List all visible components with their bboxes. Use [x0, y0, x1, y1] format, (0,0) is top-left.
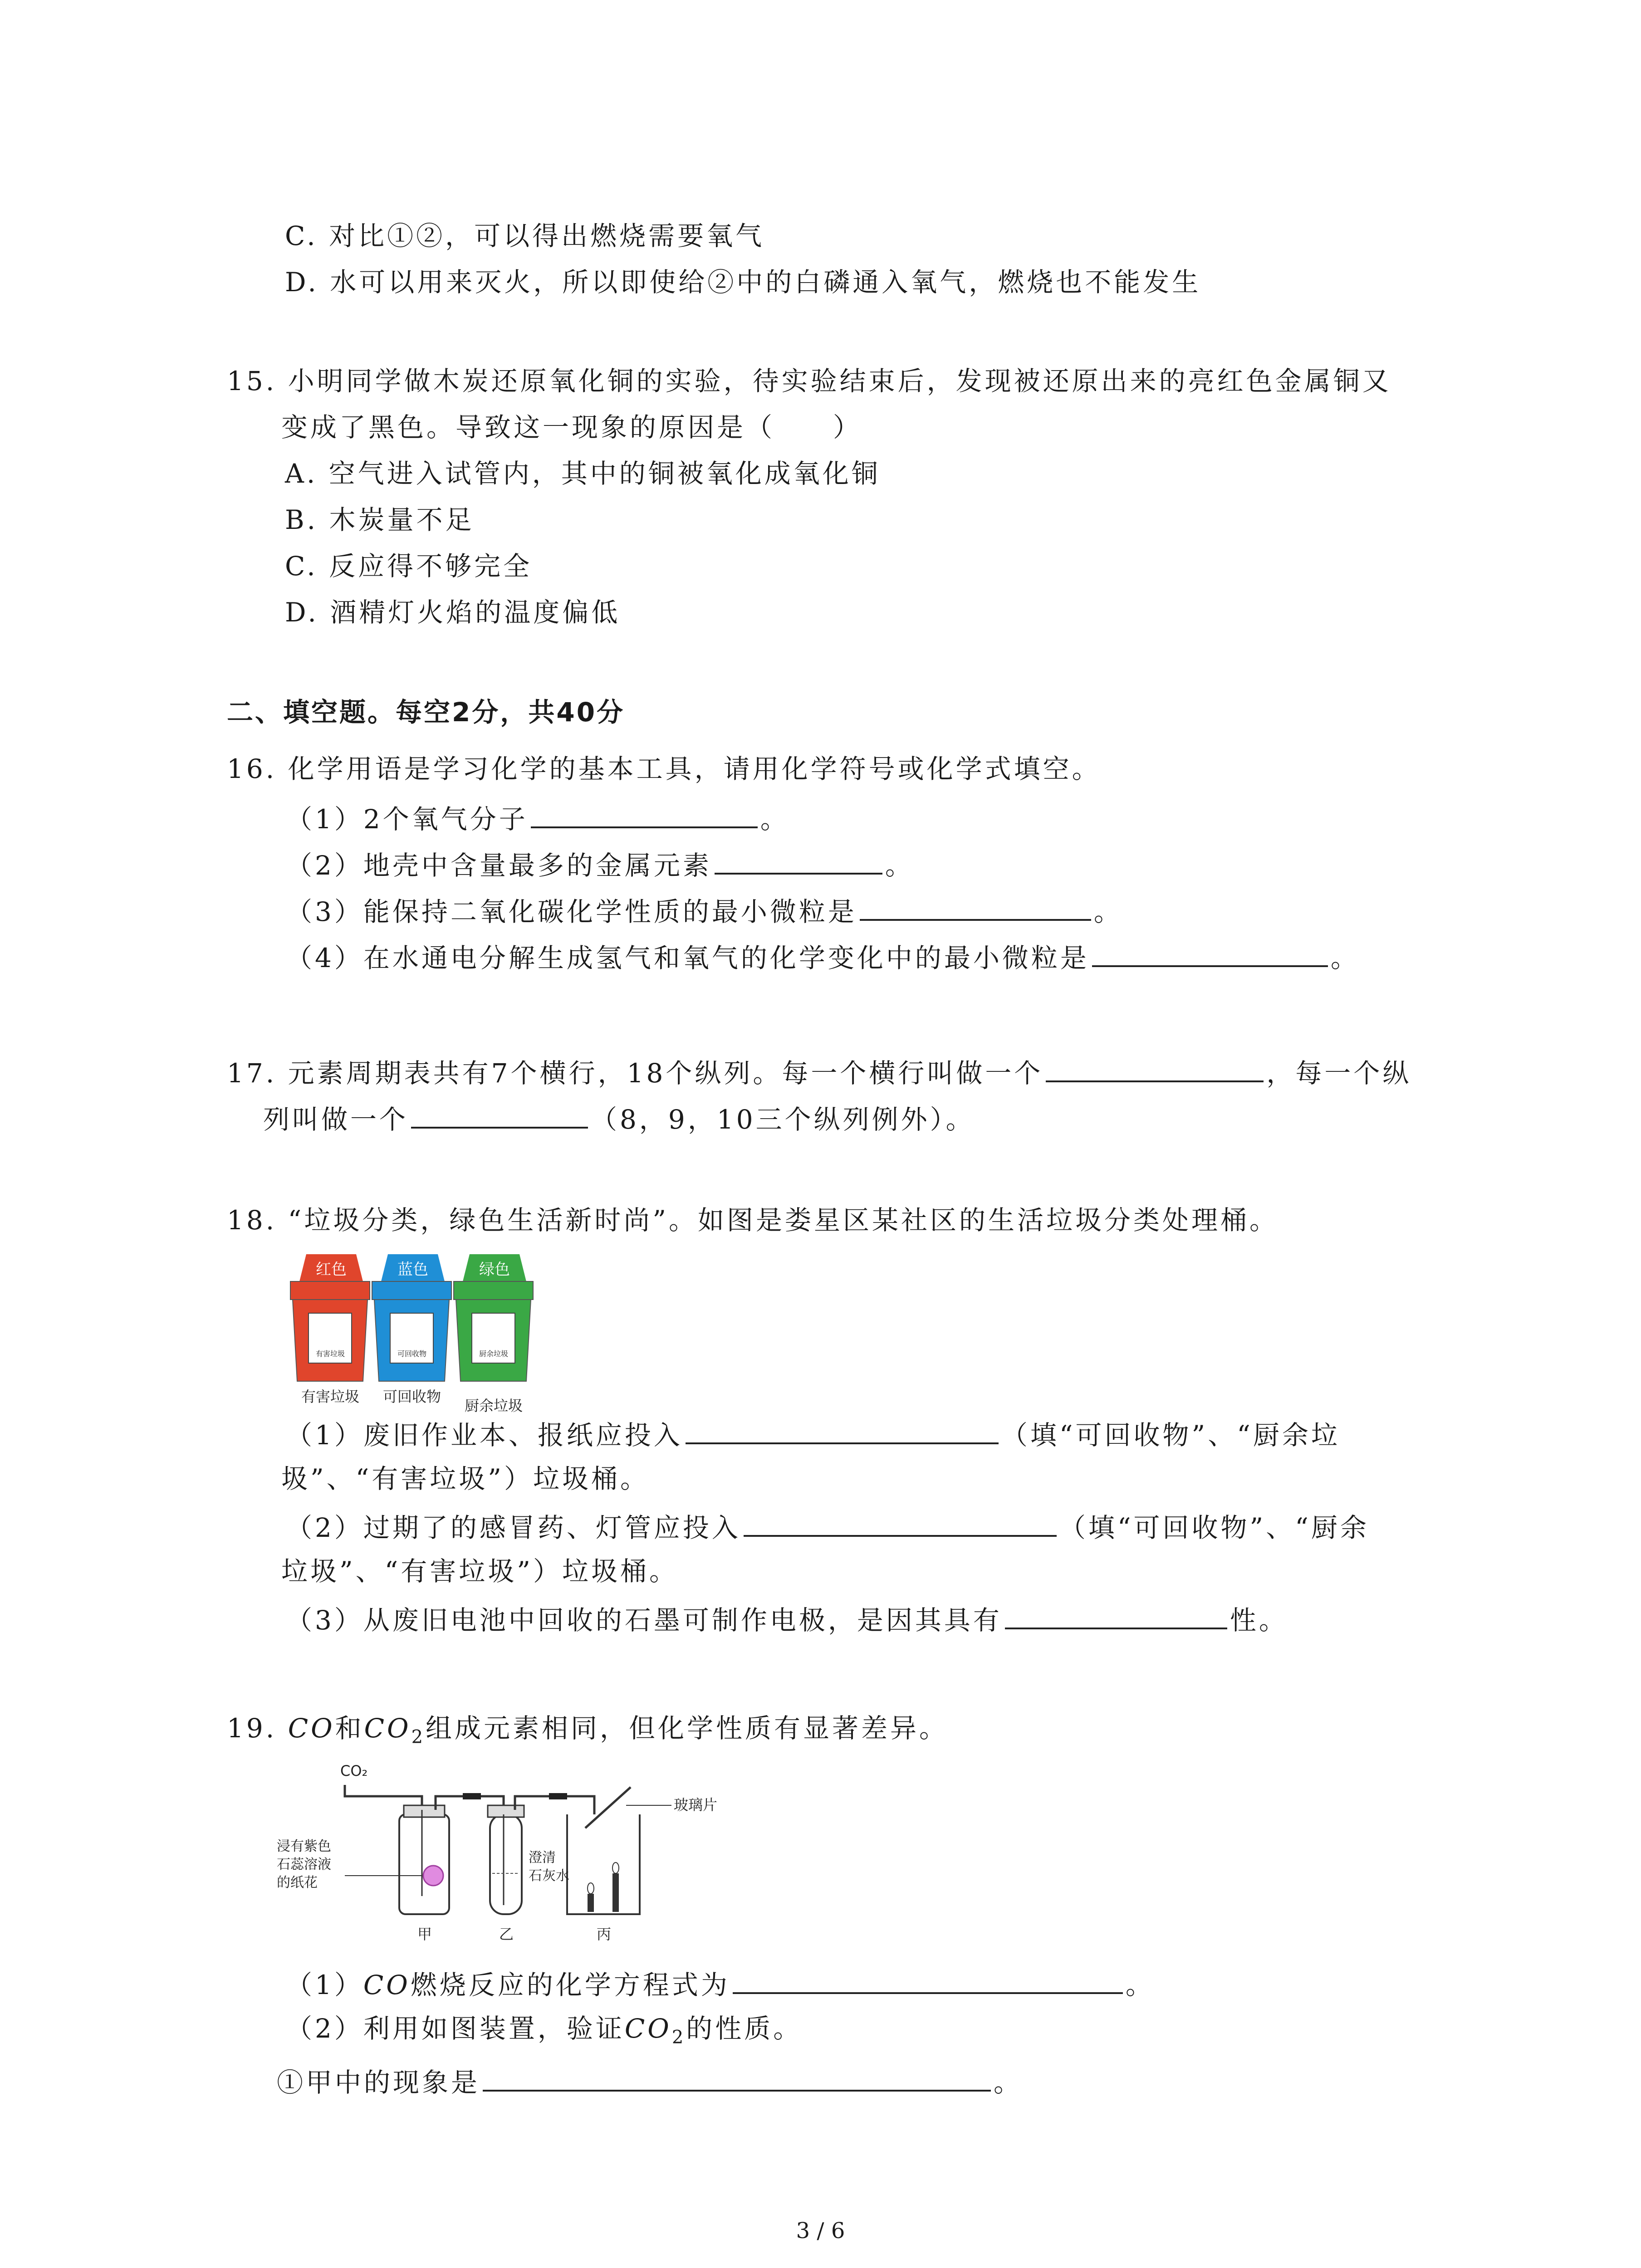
connector — [463, 1793, 481, 1799]
q17-text-d: （8，9，10三个纵列例外）。 — [591, 1104, 975, 1135]
q18-part1-hint: （填“可回收物”、“厨余垃 — [1001, 1420, 1340, 1451]
q18-part1-line1 — [286, 1414, 1340, 1453]
q16-part4-end: 。 — [1330, 943, 1360, 973]
q15-option-d: D. 酒精灯火焰的温度偏低 — [285, 597, 621, 628]
q19-part1-num: （1） — [286, 1970, 363, 2000]
q15-stem-line1: 15. 小明同学做木炭还原氧化铜的实验，待实验结束后，发现被还原出来的亮红色金属铜又 — [227, 366, 1391, 396]
q18-part3 — [286, 1599, 1288, 1638]
answer-blank[interactable] — [715, 845, 882, 875]
flower-label-3: 的纸花 — [277, 1875, 318, 1891]
q18-stem: 18. “垃圾分类，绿色生活新时尚”。如图是娄星区某社区的生活垃圾分类处理桶。 — [227, 1205, 1279, 1236]
q18-part3-end: 性。 — [1230, 1605, 1288, 1636]
bin-badge-text: 有害垃圾 — [315, 1349, 345, 1358]
answer-blank[interactable] — [1046, 1052, 1264, 1082]
label-bing: 丙 — [597, 1926, 612, 1943]
q19-stem — [227, 1710, 948, 1755]
answer-blank[interactable] — [733, 1964, 1123, 1994]
q16-stem: 16. 化学用语是学习化学的基本工具，请用化学符号或化学式填空。 — [227, 753, 1101, 784]
q19-sub1-end: 。 — [994, 2067, 1023, 2098]
answer-blank[interactable] — [531, 798, 758, 828]
bin-caption: 厨余垃圾 — [464, 1397, 523, 1414]
label-yi: 乙 — [499, 1926, 514, 1943]
co2-apparatus-figure — [277, 1760, 767, 1960]
q16-part2 — [286, 845, 914, 884]
q16-part2-text: （2）地壳中含量最多的金属元素 — [286, 850, 712, 881]
garbage-bin — [372, 1254, 451, 1405]
q17-line1 — [227, 1052, 1411, 1091]
garbage-bin — [454, 1254, 533, 1414]
q18-part2-hint: （填“可回收物”、“厨余 — [1059, 1512, 1369, 1543]
glass-plate-label: 玻璃片 — [674, 1796, 718, 1813]
short-candle — [588, 1894, 594, 1912]
limewater-label-2: 石灰水 — [529, 1868, 569, 1884]
garbage-bin — [290, 1254, 370, 1405]
bottle-yi — [490, 1814, 522, 1914]
bin-color-label: 蓝色 — [397, 1261, 428, 1279]
page-number: 3 / 6 — [796, 2218, 845, 2244]
q16-part1-end: 。 — [760, 804, 789, 835]
q17-text-c: 列叫做一个 — [263, 1104, 409, 1135]
q18-part3-text: （3）从废旧电池中回收的石墨可制作电极，是因其具有 — [286, 1605, 1002, 1636]
bin-lid — [372, 1281, 451, 1300]
bottle-jia — [399, 1814, 449, 1914]
q16-part1 — [286, 798, 789, 837]
q19-part2-text: （2）利用如图装置，验证 — [286, 2013, 625, 2044]
q17-line2 — [263, 1099, 975, 1138]
bin-badge-text: 可回收物 — [397, 1349, 427, 1358]
q18-part2-text: （2）过期了的感冒药、灯管应投入 — [286, 1512, 741, 1543]
formula-co2-subscript: 2 — [671, 2027, 686, 2048]
connector — [549, 1793, 567, 1799]
tall-candle — [612, 1873, 619, 1912]
bottle-yi-stopper — [488, 1805, 524, 1817]
q16-part4 — [286, 937, 1360, 976]
q16-part1-text: （1）2个氧气分子 — [286, 804, 528, 835]
answer-blank[interactable] — [411, 1099, 588, 1129]
q19-and: 和 — [335, 1713, 364, 1744]
q16-part3 — [286, 891, 1123, 930]
answer-blank[interactable] — [686, 1414, 999, 1444]
label-jia: 甲 — [417, 1926, 432, 1943]
q18-part2-line2: 垃圾”、“有害垃圾”）垃圾桶。 — [281, 1556, 678, 1587]
q14-option-c: C. 对比①②，可以得出燃烧需要氧气 — [285, 220, 765, 251]
candle-flame — [612, 1862, 619, 1873]
q18-part2-line1 — [286, 1507, 1369, 1546]
q19-part2-end: 的性质。 — [686, 2013, 803, 2044]
limewater-label-1: 澄清 — [529, 1850, 556, 1866]
q16-part4-text: （4）在水通电分解生成氢气和氧气的化学变化中的最小微粒是 — [286, 943, 1089, 973]
formula-co2: CO — [364, 1713, 411, 1744]
bin-badge-text: 厨余垃圾 — [479, 1349, 509, 1358]
q17-text-b: ，每一个纵 — [1266, 1058, 1412, 1089]
q16-part3-end: 。 — [1093, 896, 1123, 927]
beaker-bing — [567, 1814, 640, 1914]
bin-color-label: 绿色 — [479, 1261, 510, 1279]
q19-part1-end: 。 — [1125, 1970, 1155, 2000]
co2-gas-label: CO₂ — [340, 1762, 368, 1779]
q19-part1 — [286, 1964, 1155, 2003]
answer-blank[interactable] — [1005, 1599, 1227, 1629]
candle-flame — [588, 1883, 594, 1894]
paper-flower — [423, 1866, 443, 1886]
q15-option-a: A. 空气进入试管内，其中的铜被氧化成氧化铜 — [285, 458, 881, 489]
bin-color-label: 红色 — [316, 1261, 347, 1279]
formula-co2: CO — [624, 2013, 672, 2044]
flower-label-2: 石蕊溶液 — [277, 1857, 331, 1872]
bin-caption: 有害垃圾 — [301, 1388, 360, 1405]
q18-part1-text: （1）废旧作业本、报纸应投入 — [286, 1420, 683, 1451]
q19-number: 19. — [227, 1713, 288, 1744]
q19-part2 — [286, 2010, 802, 2056]
q15-option-c: C. 反应得不够完全 — [285, 551, 533, 582]
q18-part1-line2: 圾”、“有害垃圾”）垃圾桶。 — [281, 1463, 649, 1494]
q19-part2-sub1 — [277, 2062, 1023, 2101]
bin-lid — [290, 1281, 370, 1300]
bottle-jia-stopper — [404, 1805, 445, 1817]
q14-option-d: D. 水可以用来灭火，所以即使给②中的白磷通入氧气，燃烧也不能发生 — [285, 267, 1201, 298]
answer-blank[interactable] — [1092, 937, 1328, 967]
answer-blank[interactable] — [744, 1507, 1057, 1537]
q19-sub1-text: ①甲中的现象是 — [277, 2067, 480, 2098]
q15-option-b: B. 木炭量不足 — [285, 504, 475, 535]
garbage-bins-figure — [286, 1250, 540, 1420]
formula-co: CO — [363, 1970, 411, 2000]
q19-part1-text: 燃烧反应的化学方程式为 — [410, 1970, 730, 2000]
bin-lid — [454, 1281, 533, 1300]
answer-blank[interactable] — [860, 891, 1091, 921]
q19-stem-rest: 组成元素相同，但化学性质有显著差异。 — [426, 1713, 949, 1744]
q15-stem-line2: 变成了黑色。导致这一现象的原因是（ ） — [281, 412, 862, 443]
section-heading: 二、填空题。每空2分，共40分 — [227, 697, 625, 728]
bin-caption: 可回收物 — [382, 1388, 441, 1405]
q16-part2-end: 。 — [885, 850, 914, 881]
answer-blank[interactable] — [483, 2062, 991, 2092]
flower-label-1: 浸有紫色 — [277, 1838, 331, 1854]
q16-part3-text: （3）能保持二氧化碳化学性质的最小微粒是 — [286, 896, 857, 927]
q17-text-a: 17. 元素周期表共有7个横行，18个纵列。每一个横行叫做一个 — [227, 1058, 1043, 1089]
formula-co: CO — [288, 1713, 335, 1744]
formula-co2-subscript: 2 — [411, 1726, 426, 1748]
